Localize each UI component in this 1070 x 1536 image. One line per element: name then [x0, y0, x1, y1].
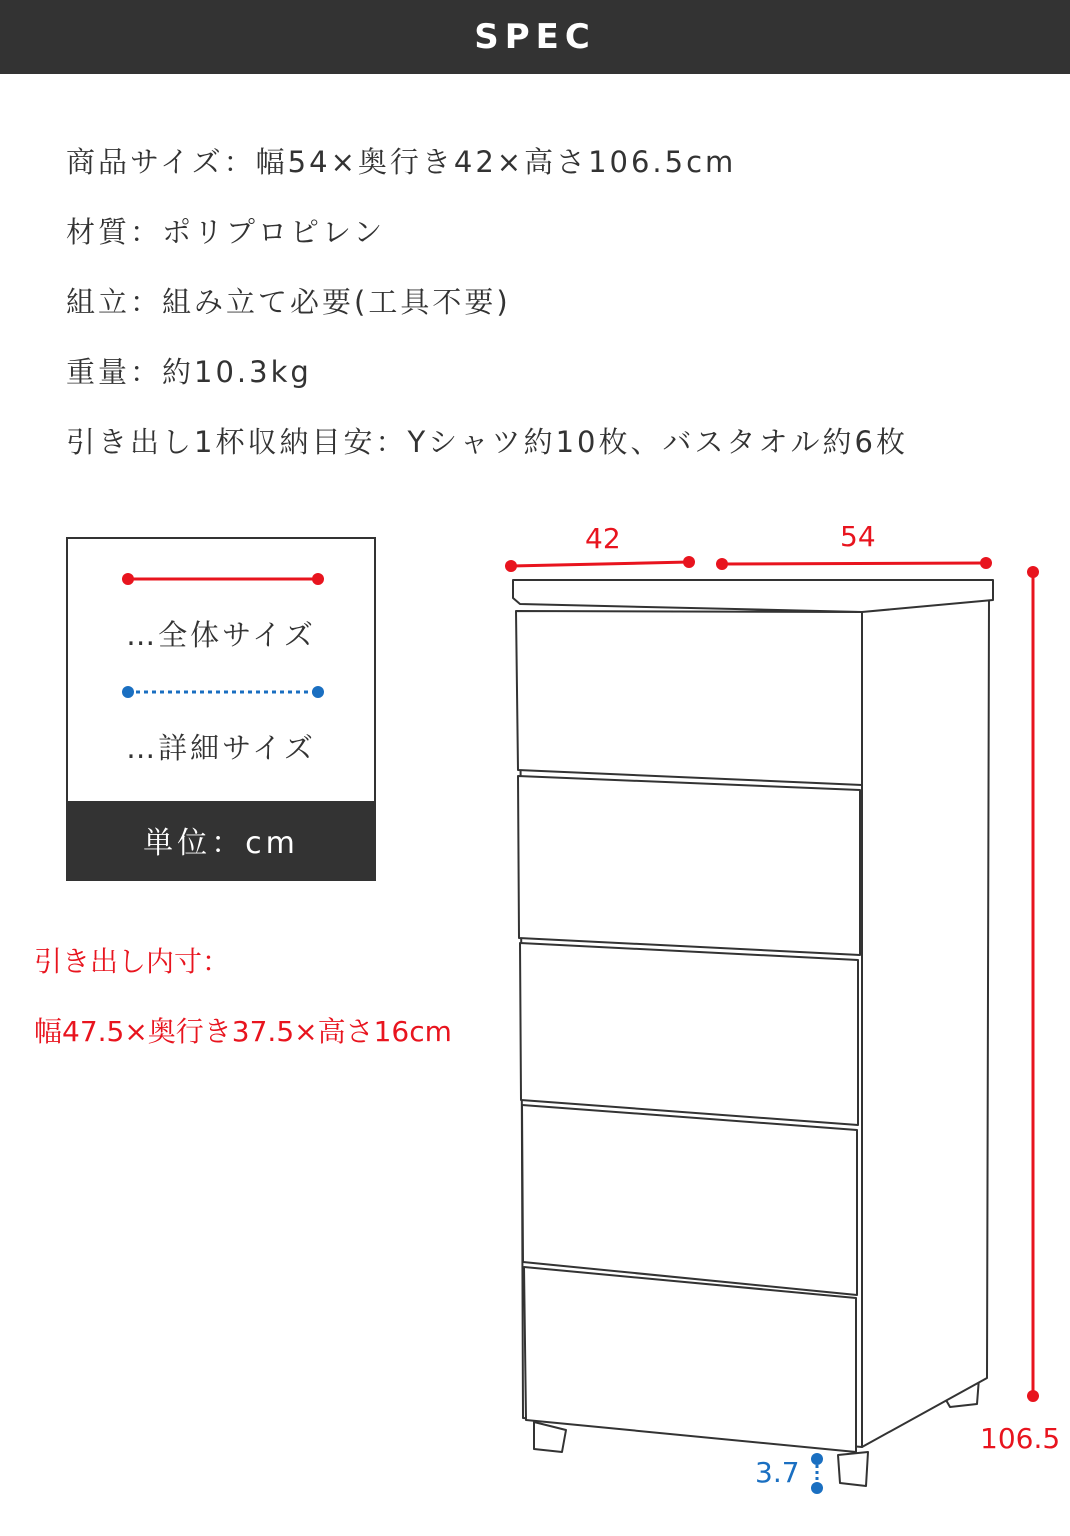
leg-height-value: 3.7 [755, 1456, 800, 1489]
chest-side [862, 598, 989, 1447]
depth-dimension-line [505, 556, 695, 572]
leg-front-left [534, 1422, 566, 1452]
spec-size: 商品サイズ：幅54×奥行き42×高さ106.5cm [66, 145, 737, 179]
drawer-2 [518, 776, 860, 955]
spec-capacity: 引き出し1杯収納目安：Yシャツ約10枚、バスタオル約6枚 [66, 425, 908, 459]
width-value: 54 [840, 520, 876, 553]
drawer-inner-size: 幅47.5×奥行き37.5×高さ16cm [34, 1015, 452, 1048]
width-dimension-line [716, 557, 992, 570]
detail-size-label: …詳細サイズ [126, 731, 316, 765]
leg-height-dimension-line [811, 1453, 823, 1494]
chest-top [513, 580, 993, 612]
drawer-4 [522, 1105, 857, 1295]
spec-weight: 重量：約10.3kg [66, 355, 312, 389]
spec-material: 材質：ポリプロピレン [66, 215, 386, 249]
drawer-5 [524, 1267, 856, 1452]
unit-label: 単位：cm [68, 801, 374, 879]
spec-title: SPEC [474, 17, 596, 57]
overall-size-label: …全体サイズ [126, 618, 316, 652]
height-dimension-line [1027, 566, 1039, 1402]
spec-assembly: 組立：組み立て必要(工具不要) [66, 285, 511, 319]
depth-value: 42 [585, 522, 621, 555]
drawer-inner-title: 引き出し内寸： [34, 945, 231, 978]
drawer-1 [516, 611, 862, 785]
drawer-3 [520, 943, 858, 1125]
leg-front-right [838, 1452, 868, 1486]
height-value: 106.5 [980, 1422, 1061, 1455]
